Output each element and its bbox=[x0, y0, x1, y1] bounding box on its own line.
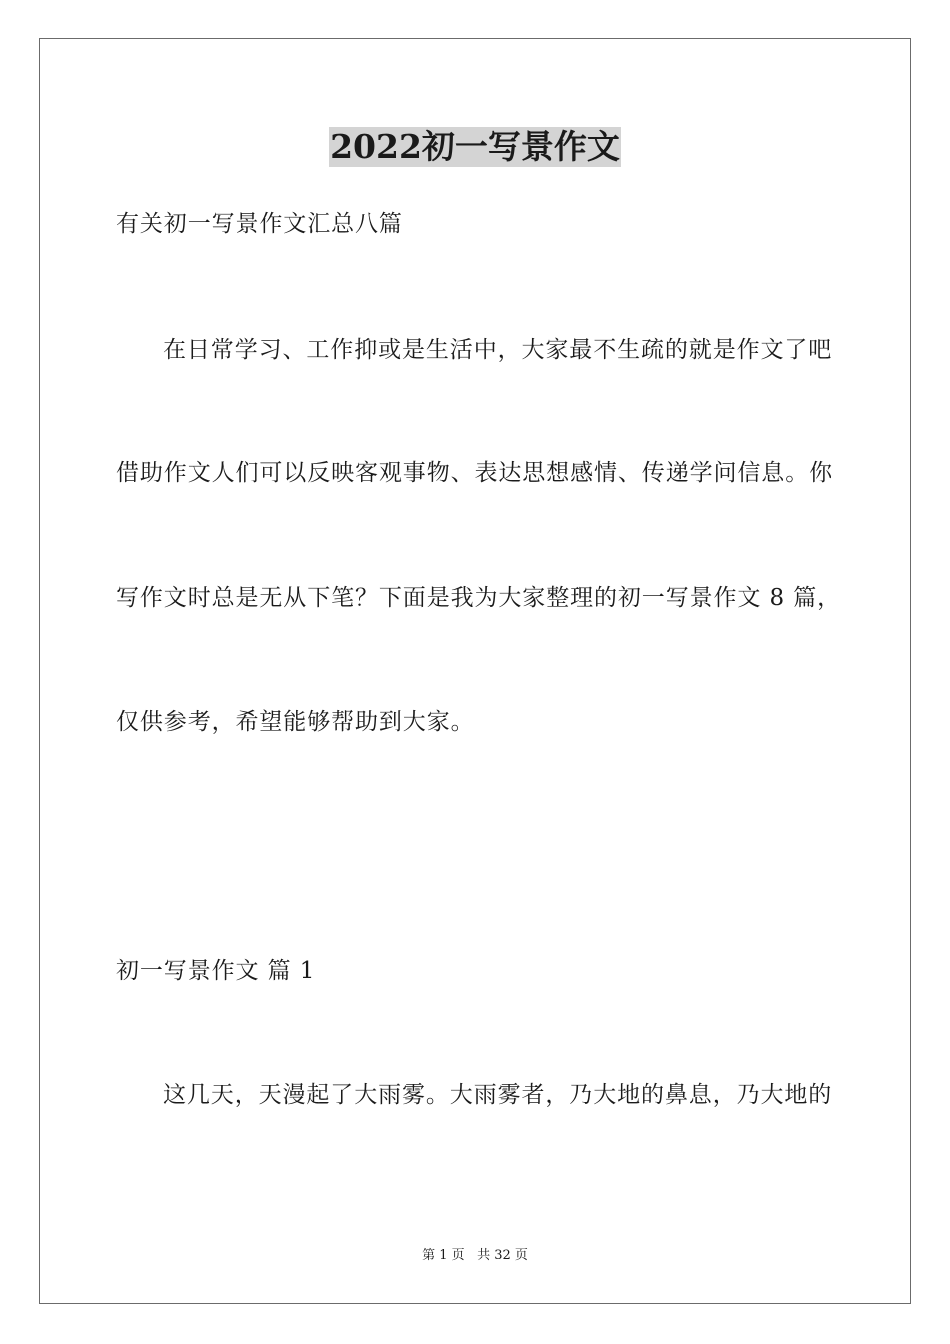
intro-paragraph-line: 在日常学习、工作抑或是生活中，大家最不生疏的就是作文了吧 bbox=[163, 337, 833, 363]
page-total: 共 32 页 bbox=[477, 1248, 528, 1263]
document-title bbox=[0, 127, 950, 167]
section-paragraph-line: 这几天，天漫起了大雨雾。大雨雾者，乃大地的鼻息，乃大地的 bbox=[163, 1082, 833, 1108]
section-heading: 初一写景作文 篇 1 bbox=[116, 958, 316, 984]
document-subtitle: 有关初一写景作文汇总八篇 bbox=[116, 211, 403, 237]
intro-paragraph-line: 借助作文人们可以反映客观事物、表达思想感情、传递学问信息。你 bbox=[116, 460, 833, 486]
intro-paragraph-line: 仅供参考，希望能够帮助到大家。 bbox=[116, 709, 475, 735]
page-footer bbox=[0, 1248, 950, 1264]
document-title-text: 2022初一写景作文 bbox=[330, 127, 620, 166]
intro-paragraph-line: 写作文时总是无从下笔？下面是我为大家整理的初一写景作文 8 篇， bbox=[116, 585, 842, 611]
page-number: 第 1 页 bbox=[422, 1248, 465, 1263]
